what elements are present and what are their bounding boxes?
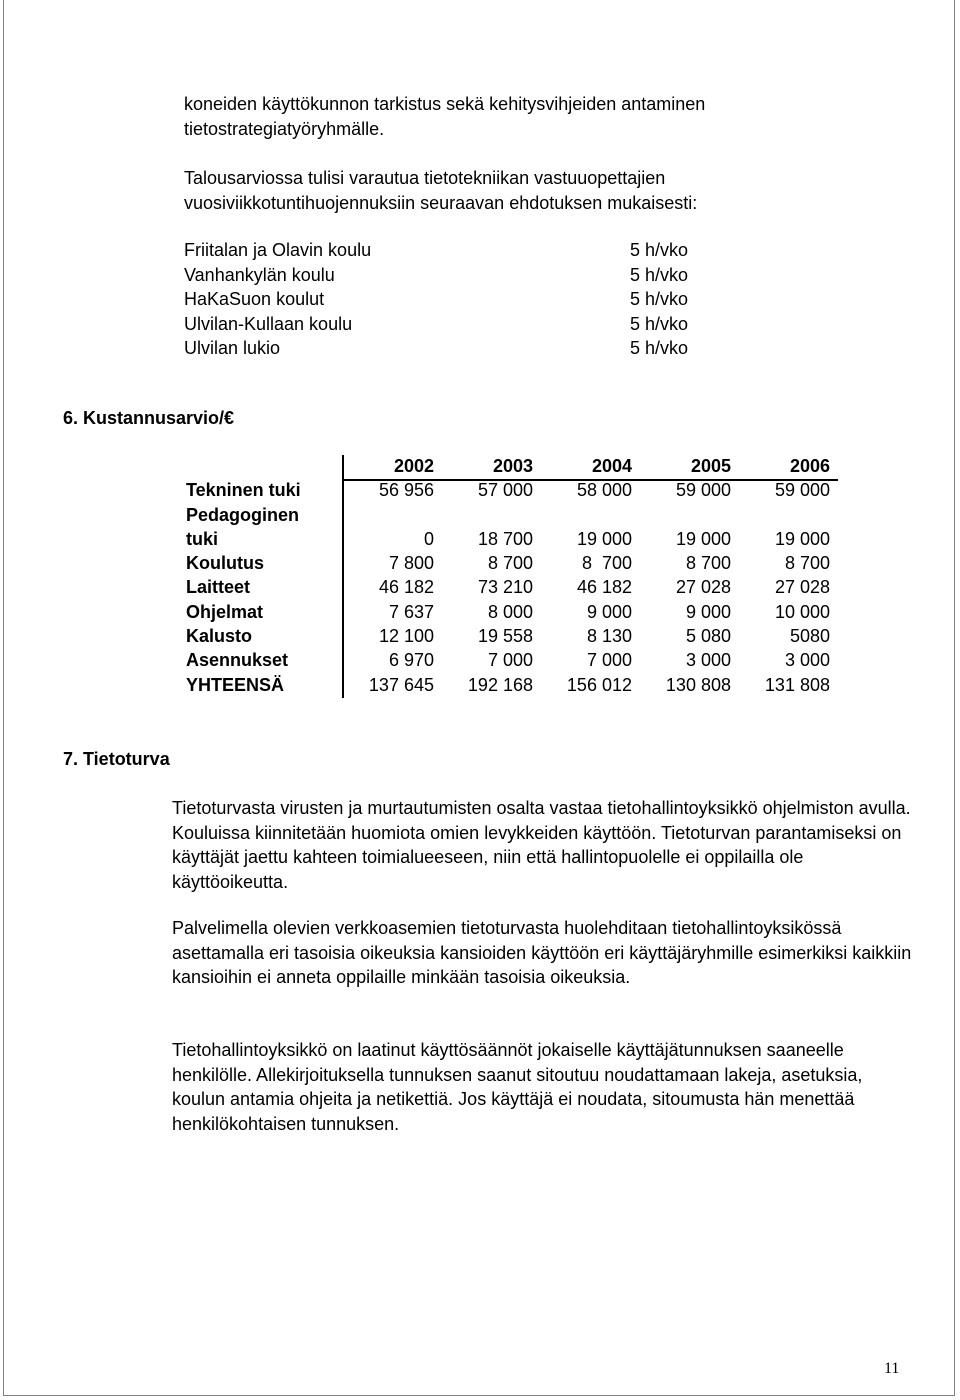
- table-cell: 9 000: [685, 601, 731, 622]
- table-header-row: [186, 454, 830, 478]
- table-cell: 8 700: [487, 553, 533, 574]
- school-name: Ulvilan-Kullaan koulu: [184, 313, 353, 334]
- security-paragraph-1: Tietoturvasta virusten ja murtautumisten osalta vastaa tietohallintoyksikkö ohjelmiston avulla. Kouluissa kiinnitetään huomiota omien levykkeiden käyttöön. Tietoturvan parantamiseksi on käyttäjät jaettu kahteen toimialueeseen, niin että hallintopuolelle ei oppilailla ole käyttöoikeutta.: [172, 798, 911, 892]
- school-hours: 5 h/vko: [630, 240, 689, 260]
- intro-paragraph: koneiden käyttökunnon tarkistus sekä kehitysvihjeiden antaminen tietostrategiatyöryhmälle.: [184, 94, 706, 139]
- school-hours-list: [184, 238, 750, 361]
- table-cell: 0: [423, 528, 434, 549]
- year-header: 2006: [789, 456, 830, 476]
- table-cell: 19 000: [576, 528, 632, 549]
- table-row: [186, 503, 830, 527]
- row-label: Ohjelmat: [186, 601, 264, 622]
- table-cell: 156 012: [566, 674, 632, 695]
- school-row: [184, 238, 750, 263]
- page-number: 11: [884, 1360, 900, 1377]
- school-row: [184, 263, 750, 288]
- table-cell: 8 700: [581, 553, 632, 574]
- row-label: Asennukset: [186, 650, 289, 671]
- table-cell: 7 000: [586, 650, 632, 671]
- table-row: [186, 551, 830, 575]
- table-cell: 59 000: [774, 480, 830, 501]
- school-name: Ulvilan lukio: [184, 338, 281, 358]
- row-label: Kalusto: [186, 626, 253, 647]
- table-row: [186, 575, 830, 599]
- school-hours: 5 h/vko: [630, 338, 689, 358]
- table-row-total: [186, 673, 830, 697]
- budget-paragraph: Talousarviossa tulisi varautua tietotekniikan vastuuopettajien vuosiviikkotuntihuojennuksiin seuraavan ehdotuksen mukaisesti:: [184, 168, 698, 213]
- table-cell: 5 080: [685, 626, 731, 647]
- table-cell: 73 210: [477, 577, 533, 598]
- table-cell: 58 000: [576, 480, 632, 501]
- table-cell: 46 182: [576, 577, 632, 598]
- table-cell: 130 808: [665, 674, 731, 695]
- school-hours: 5 h/vko: [630, 289, 689, 309]
- section-6-heading: 6. Kustannusarvio/€: [63, 408, 235, 428]
- row-label: tuki: [186, 528, 219, 549]
- table-cell: 10 000: [774, 601, 830, 622]
- school-name: Vanhankylän koulu: [184, 264, 335, 285]
- table-row: [186, 478, 830, 502]
- table-row: [186, 648, 830, 672]
- table-cell: 3 000: [685, 650, 731, 671]
- table-cell: 7 637: [388, 601, 434, 622]
- table-cell: 27 028: [675, 577, 731, 598]
- section-7-heading: 7. Tietoturva: [63, 749, 170, 769]
- table-cell: 57 000: [477, 480, 533, 501]
- table-cell: 56 956: [378, 480, 434, 501]
- table-cell: 19 558: [477, 626, 533, 647]
- table-cell: 27 028: [774, 577, 830, 598]
- table-cell: 12 100: [378, 626, 434, 647]
- table-row: [186, 527, 830, 551]
- table-cell: 5080: [789, 626, 830, 647]
- year-header: 2002: [393, 456, 434, 476]
- table-cell: 192 168: [467, 674, 533, 695]
- table-cell: 19 000: [675, 528, 731, 549]
- school-row: [184, 312, 750, 337]
- year-header: 2004: [591, 456, 632, 476]
- school-name: HaKaSuon koulut: [184, 289, 325, 309]
- school-hours: 5 h/vko: [630, 313, 689, 334]
- table-cell: 8 130: [586, 626, 632, 647]
- table-cell: 137 645: [368, 674, 434, 695]
- row-label: YHTEENSÄ: [186, 674, 285, 695]
- table-row: [186, 624, 830, 648]
- table-cell: 9 000: [586, 601, 632, 622]
- security-paragraph-3: Tietohallintoyksikkö on laatinut käyttösäännöt jokaiselle käyttäjätunnuksen saaneelle henkilölle. Allekirjoituksella tunnuksen saanut sitoutuu noudattamaan lakeja, asetuksia, koulun antamia ohjeita ja netikettiä. Jos käyttäjä ei noudata, sitoumusta hän menettää henkilökohtaisen tunnuksen.: [172, 1040, 863, 1134]
- table-cell: 131 808: [764, 674, 830, 695]
- school-hours: 5 h/vko: [630, 264, 689, 285]
- row-label: Laitteet: [186, 577, 251, 598]
- table-cell: 7 800: [388, 553, 434, 574]
- table-cell: 8 700: [685, 553, 731, 574]
- table-cell: 59 000: [675, 480, 731, 501]
- year-header: 2005: [690, 456, 731, 476]
- year-header: 2003: [492, 456, 533, 476]
- security-paragraph-2: Palvelimella olevien verkkoasemien tietoturvasta huolehditaan tietohallintoyksikössä asettamalla eri tasoisia oikeuksia kansioiden käyttöön eri käyttäjäryhmille esimerkiksi kaikkiin kansioihin ei anneta oppilaille minkään tasoisia oikeuksia.: [172, 918, 912, 987]
- table-cell: 8 000: [487, 601, 533, 622]
- row-label: Pedagoginen: [186, 504, 300, 525]
- table-cell: 7 000: [487, 650, 533, 671]
- table-row: [186, 600, 830, 624]
- table-cell: 8 700: [784, 553, 830, 574]
- table-cell: 18 700: [477, 528, 533, 549]
- school-row: [184, 287, 750, 312]
- row-label: Koulutus: [186, 553, 264, 574]
- table-cell: 3 000: [784, 650, 830, 671]
- table-cell: 6 970: [388, 650, 434, 671]
- row-label: Tekninen tuki: [186, 480, 301, 501]
- table-cell: 46 182: [378, 577, 434, 598]
- cost-estimate-table: [186, 454, 830, 697]
- table-cell: 19 000: [774, 528, 830, 549]
- school-row: [184, 336, 750, 361]
- school-name: Friitalan ja Olavin koulu: [184, 240, 372, 260]
